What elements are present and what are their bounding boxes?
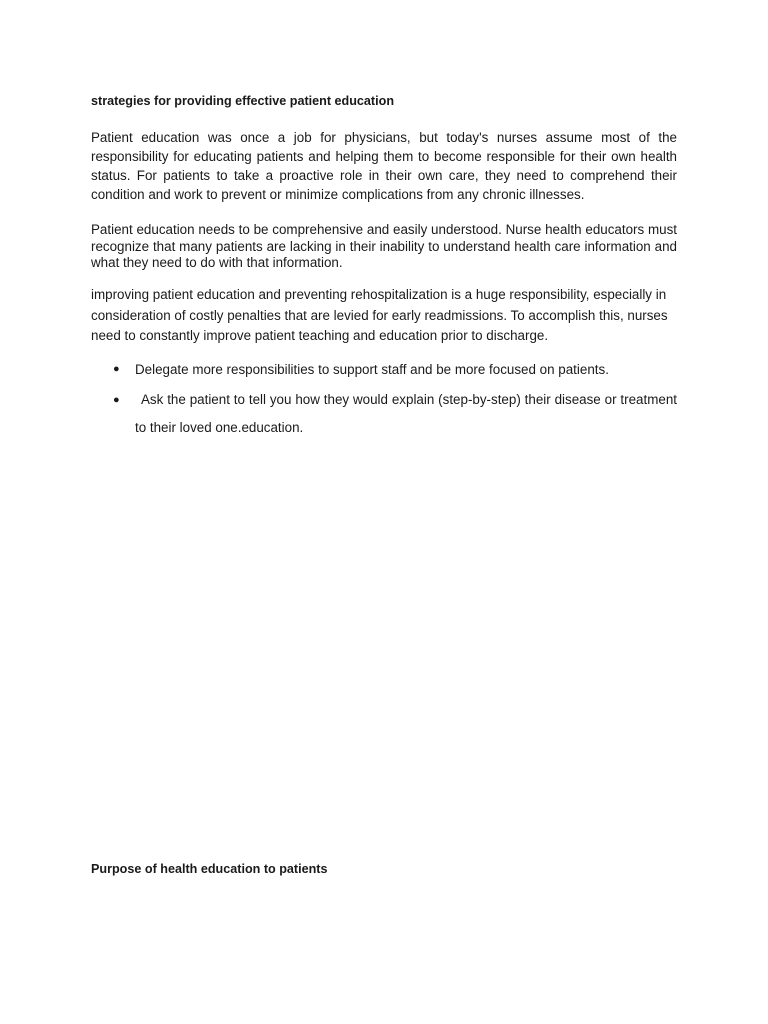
bullet-icon: ● — [113, 363, 120, 375]
bullet-icon: ● — [113, 394, 120, 406]
list-item — [91, 360, 677, 379]
bullet-text: Delegate more responsibilities to support staff and be more focused on patients. — [135, 362, 609, 377]
section-heading-strategies: strategies for providing effective patient education — [91, 94, 395, 108]
strategy-bullet-list — [91, 360, 677, 442]
bullet-text: Ask the patient to tell you how they would explain (step-by-step) their disease or treatment to their loved one.education. — [135, 392, 677, 435]
paragraph-comprehensive-education: Patient education needs to be comprehensive and easily understood. Nurse health educators must recognize that many patients are lacking in their inability to understand health care information and what they need to do with that information. — [91, 222, 677, 270]
list-item — [91, 386, 677, 442]
section-heading-purpose: Purpose of health education to patients — [91, 862, 328, 876]
paragraph-nurses-role: Patient education was once a job for physicians, but today's nurses assume most of the responsibility for educating patients and helping them to become responsible for their own health status. For patients to take a proactive role in their own care, they need to comprehend their condition and work to prevent or minimize complications from any chronic illnesses. — [91, 130, 677, 202]
paragraph-rehospitalization: improving patient education and preventing rehospitalization is a huge responsibility, especially in consideration of costly penalties that are levied for early readmissions. To accomplish this, nurses need to constantly improve patient teaching and education prior to discharge. — [91, 287, 668, 343]
